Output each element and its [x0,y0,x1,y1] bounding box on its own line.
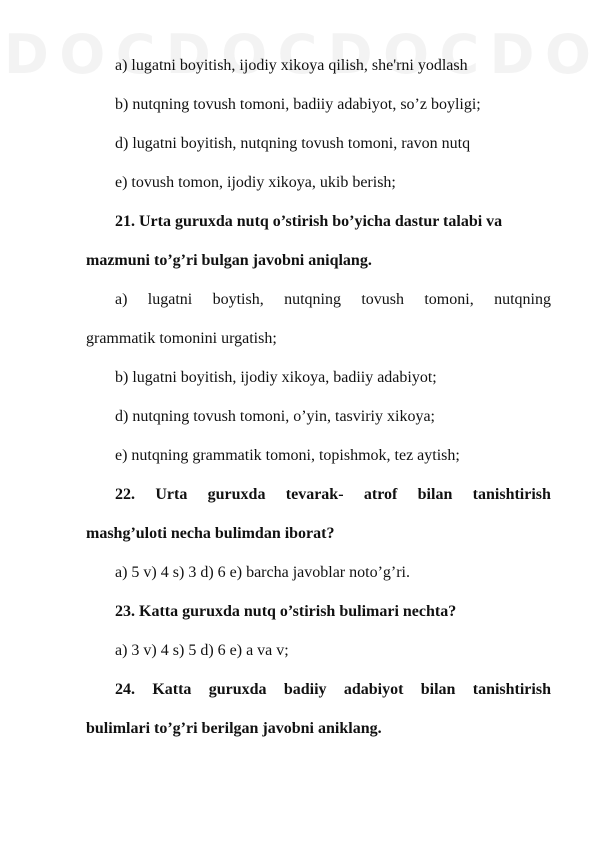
question-21-heading-cont: mazmuni to’g’ri bulgan javobni aniqlang. [86,252,372,269]
watermark-glyph: C [277,23,318,86]
word: guruxda [207,486,266,503]
document-page [86,56,551,758]
word: atrof [363,486,398,503]
question-22-heading [86,485,551,505]
watermark-glyph: D [4,23,49,86]
word: lugatni [147,291,193,308]
question-22-options: a) 5 v) 4 s) 3 d) 6 e) barcha javoblar noto’g’ri. [115,564,410,581]
word: adabiyot [343,681,404,698]
watermark-glyph: O [544,23,591,86]
question-22-heading-cont: mashg’uloti necha bulimdan iborat? [86,525,335,542]
word: tevarak- [285,486,344,503]
word: tanishtirish [472,681,551,698]
word: Katta [152,681,192,698]
question-21-option-b: b) lugatni boyitish, ijodiy xikoya, badiiy adabiyot; [115,369,437,386]
question-21-option-a-cont: grammatik tomonini urgatish; [86,330,277,347]
question-21-option-a [86,290,551,310]
question-24-heading-cont: bulimlari to’g’ri berilgan javobni aniklang. [86,720,382,737]
word: boytish, [212,291,264,308]
word: 22. [115,486,135,503]
option-line: a) lugatni boyitish, ijodiy xikoya qilish, she'rni yodlash [115,57,468,74]
word: bilan [417,486,453,503]
word: nutqning [494,291,551,308]
watermark-glyph: D [489,23,535,86]
word: tovush [361,291,404,308]
word: nutqning [284,291,341,308]
watermark-glyph: D [165,23,211,86]
word: bilan [420,681,456,698]
word: a) [115,291,128,308]
word: tanishtirish [472,486,551,503]
word: 24. [115,681,135,698]
option-line: d) lugatni boyitish, nutqning tovush tomoni, ravon nutq [115,135,471,152]
watermark-glyph: D [327,23,373,86]
watermark-glyph: O [59,23,106,86]
question-23-heading: 23. Katta guruxda nutq o’stirish bulimari nechta? [115,603,457,620]
question-21-option-d: d) nutqning tovush tomoni, o’yin, tasviriy xikoya; [115,408,435,425]
watermark-glyph: C [115,23,156,86]
word: Urta [155,486,188,503]
watermark-glyph: O [383,23,429,86]
word: tomoni, [424,291,474,308]
word: guruxda [208,681,267,698]
watermark-glyph: C [439,23,480,86]
question-21-heading: 21. Urta guruxda nutq o’stirish bo’yicha dastur talabi va [115,213,503,230]
option-line: e) tovush tomon, ijodiy xikoya, ukib berish; [115,174,396,191]
question-24-heading [86,680,551,700]
word: badiiy [283,681,327,698]
option-line: b) nutqning tovush tomoni, badiiy adabiyot, so’z boyligi; [115,96,481,113]
question-23-options: a) 3 v) 4 s) 5 d) 6 e) a va v; [115,642,289,659]
question-21-option-e: e) nutqning grammatik tomoni, topishmok, tez aytish; [115,447,460,464]
watermark-glyph: O [221,23,268,86]
